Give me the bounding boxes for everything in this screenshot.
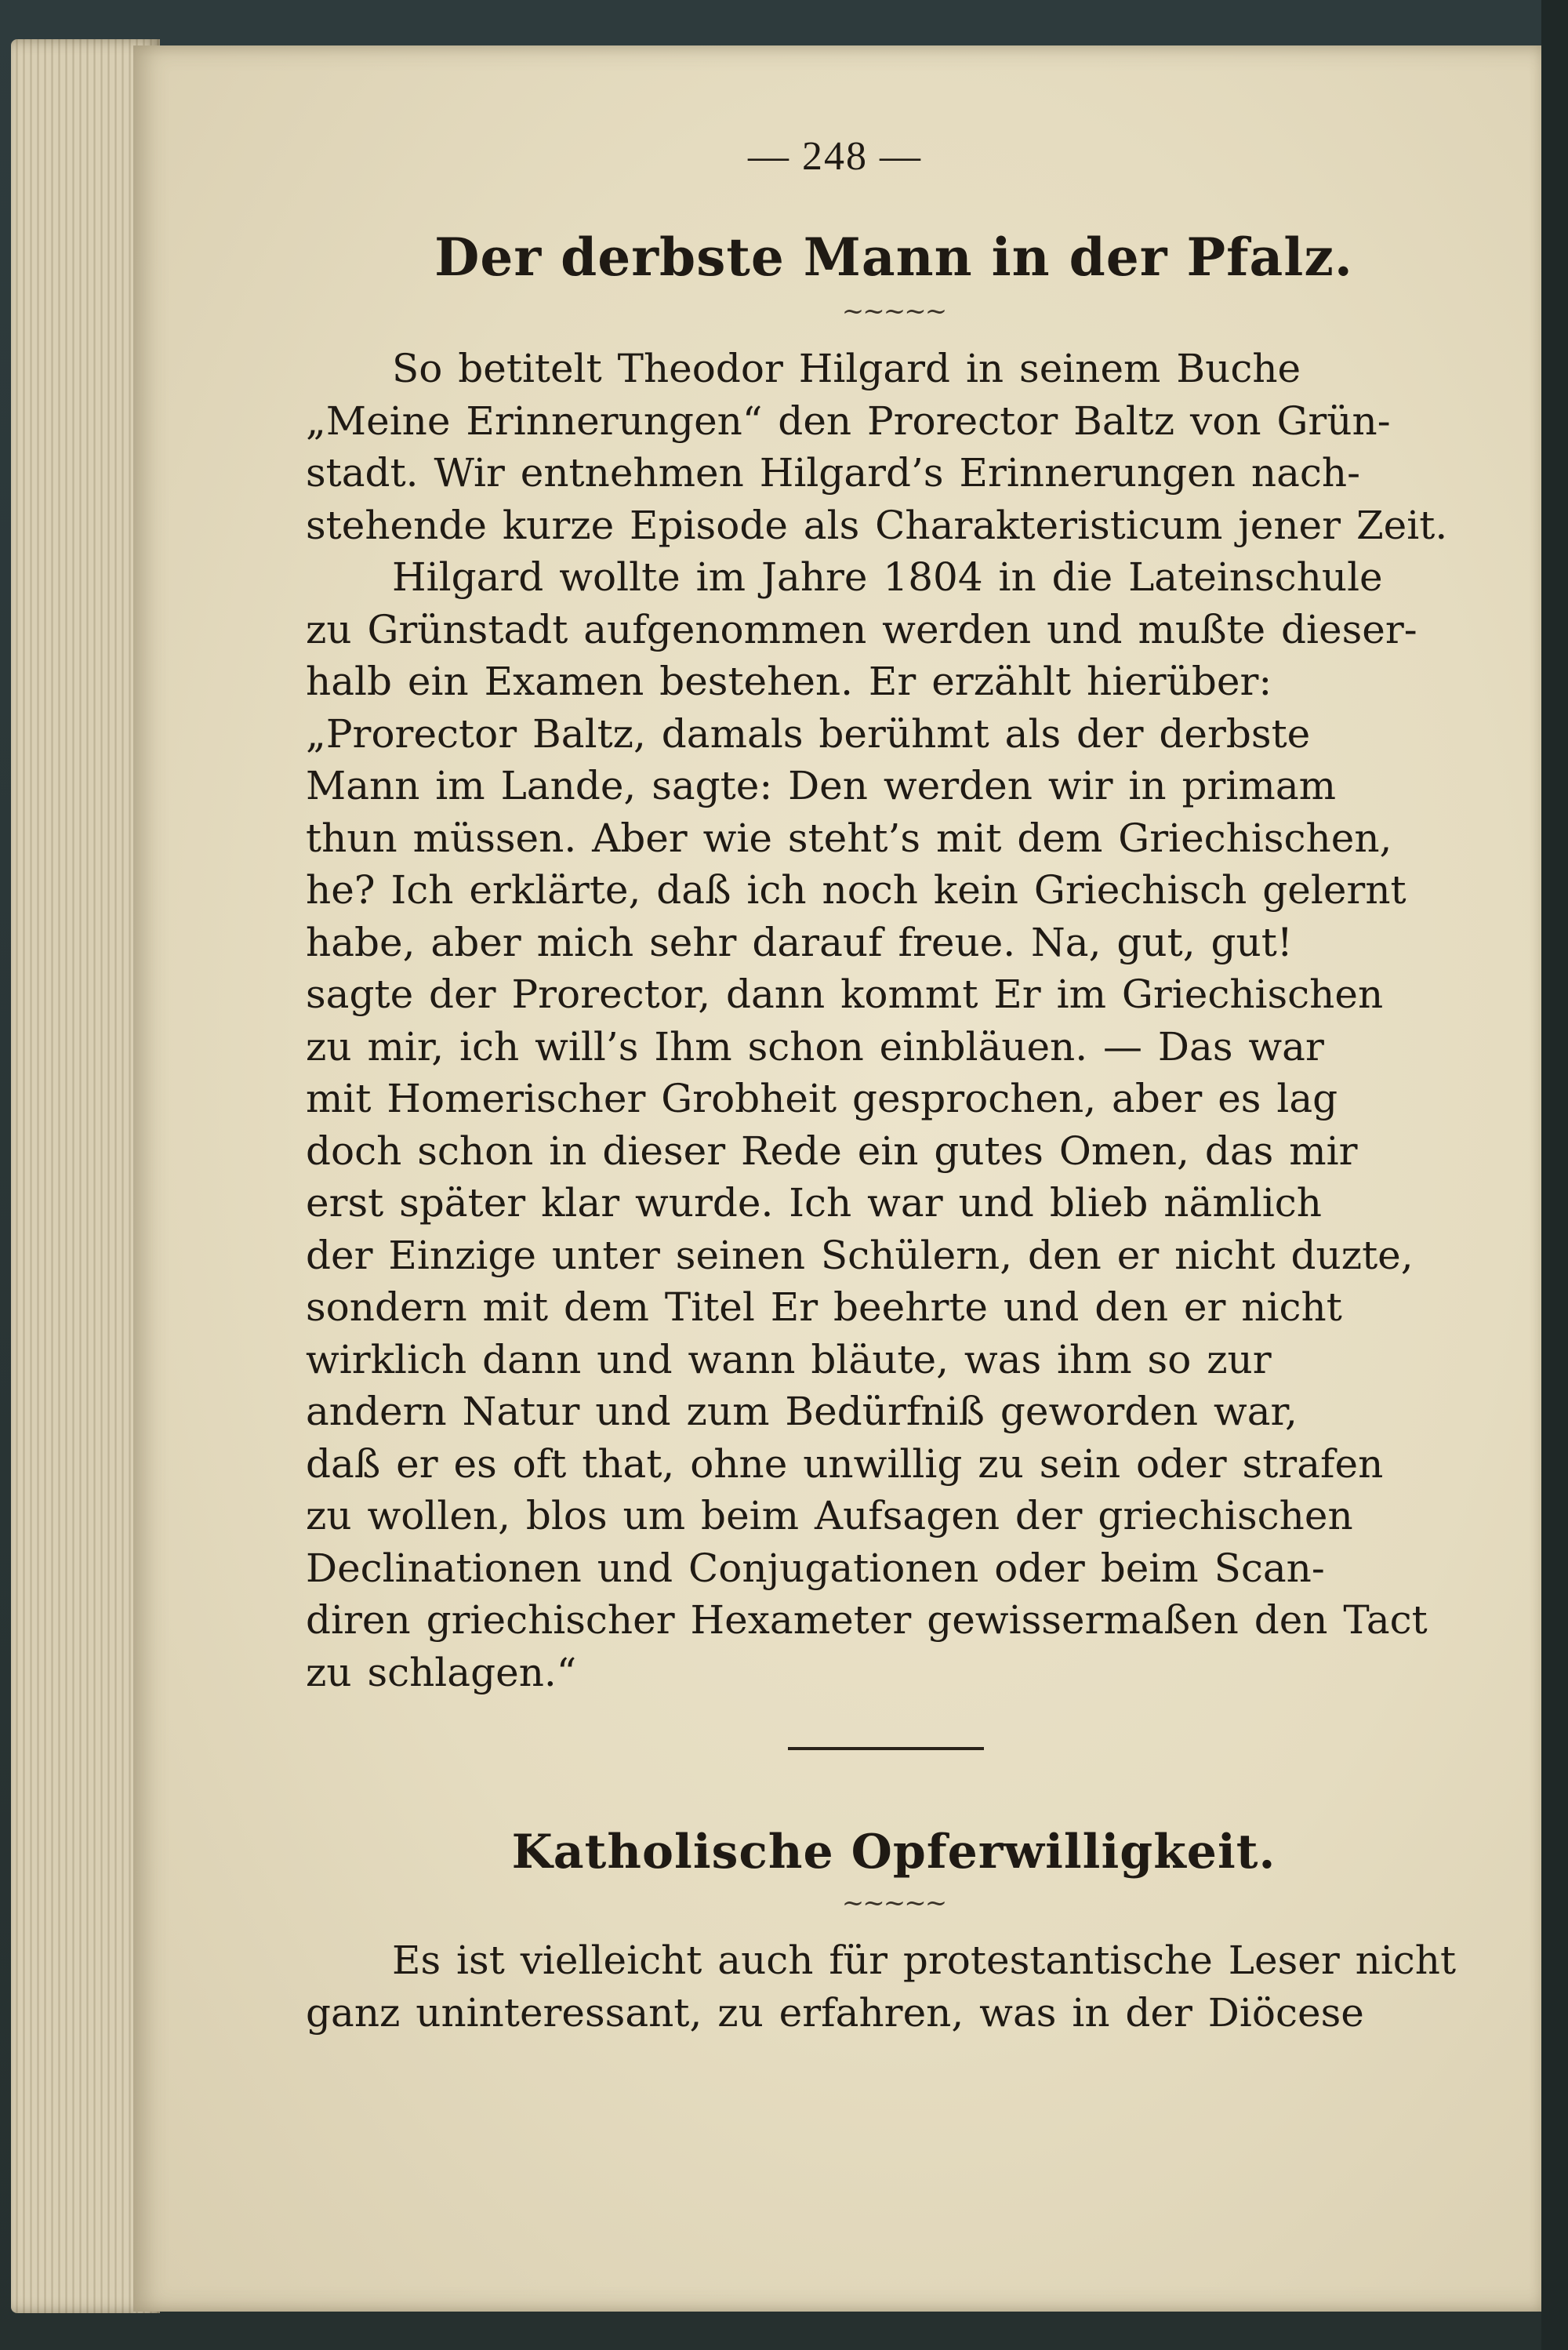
section-divider [788,1747,984,1750]
article-body [306,1934,1482,2039]
body-line: daß er es oft that, ohne unwillig zu sein oder strafen [306,1440,1384,1487]
body-line: So betitelt Theodor Hilgard in seinem Buche [392,346,1301,391]
body-line: ganz uninteressant, zu erfahren, was in der Diöcese [306,1989,1364,2036]
body-line: der Einzige unter seinen Schülern, den er nicht duzte, [306,1232,1414,1278]
body-line: Hilgard wollte im Jahre 1804 in die Lateinschule [392,554,1383,600]
page-number: — 248 — [748,134,922,179]
title-ornament: ~~~~~ [841,296,946,327]
body-line: „Meine Erinnerungen“ den Prorector Baltz von Grün- [306,398,1391,444]
body-line: Declinationen und Conjugationen oder beim Scan- [306,1545,1325,1591]
text-block [306,133,1482,2039]
body-line: mit Homerischer Grobheit gesprochen, aber es lag [306,1076,1338,1121]
body-line: andern Natur und zum Bedürfniß geworden war, [306,1389,1298,1434]
body-line: erst später klar wurde. Ich war und blieb nämlich [306,1180,1322,1226]
body-line: „Prorector Baltz, damals berühmt als der derbste [306,710,1311,757]
body-line: stadt. Wir entnehmen Hilgard’s Erinnerungen nach- [306,450,1360,496]
body-line: habe, aber mich sehr darauf freue. Na, gut, gut! [306,919,1293,965]
body-line: wirklich dann und wann bläute, was ihm so zur [306,1336,1272,1382]
body-line: Es ist vielleicht auch für protestantische Leser nicht [392,1938,1457,1983]
body-line: zu schlagen.“ [306,1649,577,1695]
body-line: sondern mit dem Titel Er beehrte und den er nicht [306,1284,1342,1330]
body-line: thun müssen. Aber wie steht’s mit dem Griechischen, [306,815,1392,861]
body-line: halb ein Examen bestehen. Er erzählt hierüber: [306,659,1272,704]
body-line: Mann im Lande, sagte: Den werden wir in primam [306,763,1337,808]
book-cover-edge [1541,0,1568,2350]
article-title: Katholische Opferwilligkeit. [511,1825,1276,1880]
title-ornament: ~~~~~ [841,1887,946,1919]
body-line: stehende kurze Episode als Charakteristicum jener Zeit. [306,502,1448,548]
body-line: doch schon in dieser Rede ein gutes Omen, das mir [306,1128,1358,1174]
body-line: sagte der Prorector, dann kommt Er im Griechischen [306,972,1384,1017]
article-body [306,343,1482,1698]
body-line: diren griechischer Hexameter gewissermaßen den Tact [306,1597,1428,1643]
article-title: Der derbste Mann in der Pfalz. [434,227,1353,288]
body-line: zu Grünstadt aufgenommen werden und mußte dieser- [306,606,1417,652]
body-line: he? Ich erklärte, daß ich noch kein Griechisch gelernt [306,867,1406,913]
body-line: zu wollen, blos um beim Aufsagen der griechischen [306,1493,1353,1538]
body-line: zu mir, ich will’s Ihm schon einbläuen. — Das war [306,1023,1324,1070]
